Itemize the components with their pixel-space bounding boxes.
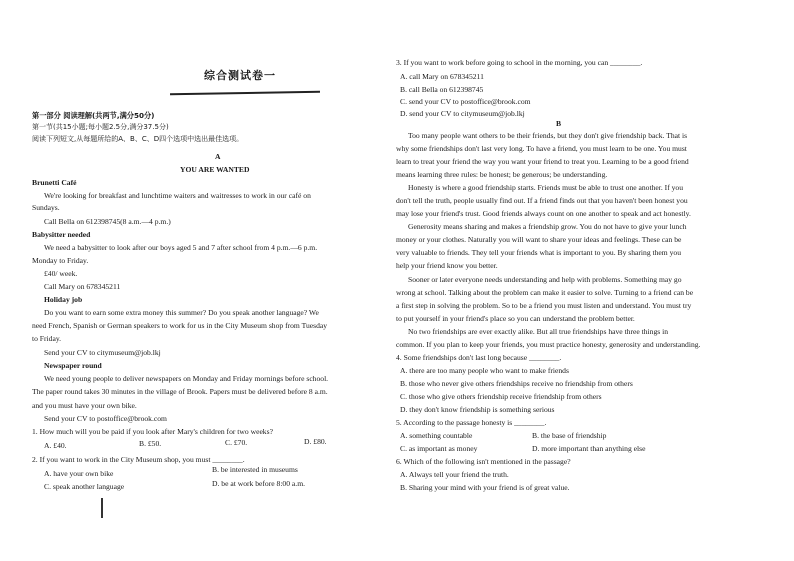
q4-option-a: A. there are too many people who want to make friends <box>400 366 569 375</box>
pb-p3-line3: very valuable to friends. They tell your friends what is important to you. By sharing them you <box>396 248 681 257</box>
question-3: 3. If you want to work before going to school in the morning, you can ________. <box>396 58 643 67</box>
q4-option-b: B. those who never give others friendships receive no friendship from others <box>400 379 633 388</box>
q6-option-b: B. Sharing your mind with your friend is of great value. <box>400 483 570 492</box>
part-heading: 第一部分 阅读理解(共两节,满分50分) <box>32 111 155 120</box>
ad-newspaper-send: Send your CV to postoffice@brook.com <box>44 414 167 423</box>
pb-p1-line4: means learning three rules: be honest; be generous; be understanding. <box>396 170 608 179</box>
pb-p3-line1: Generosity means sharing and makes a friendship grow. You do not have to give your lunch <box>408 222 687 231</box>
q3-option-d: D. send your CV to citymuseum@job.lkj <box>400 109 525 118</box>
q5-option-a: A. something countable <box>400 431 473 440</box>
ad-cafe-text-1: We're looking for breakfast and lunchtime waiters and waitresses to work in our café on <box>44 191 311 200</box>
q3-option-c: C. send your CV to postoffice@brook.com <box>400 97 531 106</box>
q5-option-d: D. more important than anything else <box>532 444 646 453</box>
question-1: 1. How much will you be paid if you look after Mary's children for two weeks? <box>32 427 273 436</box>
pb-p2-line2: don't tell the truth, people usually find out. If a friend finds out that you haven't been honest you <box>396 196 688 205</box>
ad-holiday-text-2: need French, Spanish or German speakers to work for us in the City Museum shop from Tuesday <box>32 321 328 330</box>
question-5: 5. According to the passage honesty is ________. <box>396 418 547 427</box>
question-6: 6. Which of the following isn't mentioned in the passage? <box>396 457 571 466</box>
instruction-text: 阅读下列短文,从每题所给的A、B、C、D四个选项中选出最佳选项。 <box>32 135 244 143</box>
q1-option-c: C. £70. <box>225 438 248 447</box>
q2-option-d: D. be at work before 8:00 a.m. <box>212 479 305 488</box>
passage-a-title: YOU ARE WANTED <box>180 165 250 174</box>
pb-p3-line2: money or your clothes. Naturally you will want to share your ideas and feelings. These can be <box>396 235 682 244</box>
passage-b-letter: B <box>556 119 562 128</box>
question-2: 2. If you want to work in the City Museum shop, you must ________. <box>32 455 245 464</box>
q3-option-a: A. call Mary on 678345211 <box>400 72 484 81</box>
pb-p3-line4: help your friend know you better. <box>396 261 498 270</box>
title-underline <box>170 91 320 95</box>
ad-holiday-send: Send your CV to citymuseum@job.lkj <box>44 348 161 357</box>
pb-p4-line4: to put yourself in your friend's place so you can understand the problem better. <box>396 314 635 323</box>
question-4: 4. Some friendships don't last long because ________. <box>396 353 562 362</box>
q2-option-a: A. have your own bike <box>44 469 114 478</box>
q5-option-b: B. the base of friendship <box>532 431 607 440</box>
q2-option-b: B. be interested in museums <box>212 465 298 474</box>
q2-option-c: C. speak another language <box>44 482 125 491</box>
ad-cafe-call: Call Bella on 612398745(8 a.m.—4 p.m.) <box>44 217 171 226</box>
margin-mark <box>101 498 103 518</box>
q4-option-d: D. they don't know friendship is something serious <box>400 405 555 414</box>
ad-title-holiday-job: Holiday job <box>44 295 83 304</box>
ad-babysitter-text-2: Monday to Friday. <box>32 256 89 265</box>
ad-title-newspaper: Newspaper round <box>44 361 102 370</box>
q1-option-b: B. £50. <box>139 439 162 448</box>
pb-p4-line2: wrong at school. Talking about the problem can make it easier to solve. Turning to a friend can be <box>396 288 694 297</box>
q1-option-a: A. £40. <box>44 441 67 450</box>
exam-title: 综合测试卷一 <box>204 69 276 82</box>
ad-babysitter-call: Call Mary on 678345211 <box>44 282 121 291</box>
pb-p1-line3: learn to treat your friend the way you want your friend to treat you. Learning to be a good friend <box>396 157 689 166</box>
ad-newspaper-text-3: and you must have your own bike. <box>32 401 137 410</box>
pb-p2-line3: may lose your friend's trust. Good friends always count on one another to speak and act honestly. <box>396 209 691 218</box>
pb-p4-line1: Sooner or later everyone needs understanding and help with problems. Something may go <box>408 275 682 284</box>
ad-babysitter-text-1: We need a babysitter to look after our boys aged 5 and 7 after school from 4 p.m.—6 p.m. <box>44 243 318 252</box>
ad-title-cafe: Brunetti Café <box>32 178 77 187</box>
ad-title-babysitter: Babysitter needed <box>32 230 91 239</box>
ad-newspaper-text-1: We need young people to deliver newspapers on Monday and Friday mornings before school. <box>44 374 329 383</box>
q4-option-c: C. those who give others friendship receive friendship from others <box>400 392 602 401</box>
ad-babysitter-pay: £40/ week. <box>44 269 78 278</box>
section-heading: 第一节(共15小题;每小题2.5分,满分37.5分) <box>32 123 169 131</box>
passage-a-letter: A <box>215 152 221 161</box>
q3-option-b: B. call Bella on 612398745 <box>400 85 484 94</box>
pb-p2-line1: Honesty is where a good friendship starts. Friends must be able to trust one another. If you <box>408 183 684 192</box>
pb-p4-line3: a first step in solving the problem. So to be a friend you must listen and understand. You must try <box>396 301 692 310</box>
pb-p5-line2: common. If you plan to keep your friends, you must practice honesty, generosity and understanding. <box>396 340 701 349</box>
ad-cafe-text-2: Sundays. <box>32 203 60 212</box>
ad-holiday-text-3: to Friday. <box>32 334 62 343</box>
pb-p1-line1: Too many people want others to be their friends, but they don't give friendship back. That is <box>408 131 688 140</box>
ad-newspaper-text-2: The paper round takes 30 minutes in the village of Brook. Papers must be delivered before 8 a.m. <box>32 387 328 396</box>
ad-holiday-text-1: Do you want to earn some extra money this summer? Do you speak another language? We <box>44 308 319 317</box>
q6-option-a: A. Always tell your friend the truth. <box>400 470 509 479</box>
pb-p1-line2: why some friendships don't last very long. To have a friend, you must learn to be one. You must <box>396 144 687 153</box>
q1-option-d: D. £80. <box>304 437 327 446</box>
pb-p5-line1: No two friendships are ever exactly alike. But all true friendships have three things in <box>408 327 669 336</box>
q5-option-c: C. as important as money <box>400 444 478 453</box>
